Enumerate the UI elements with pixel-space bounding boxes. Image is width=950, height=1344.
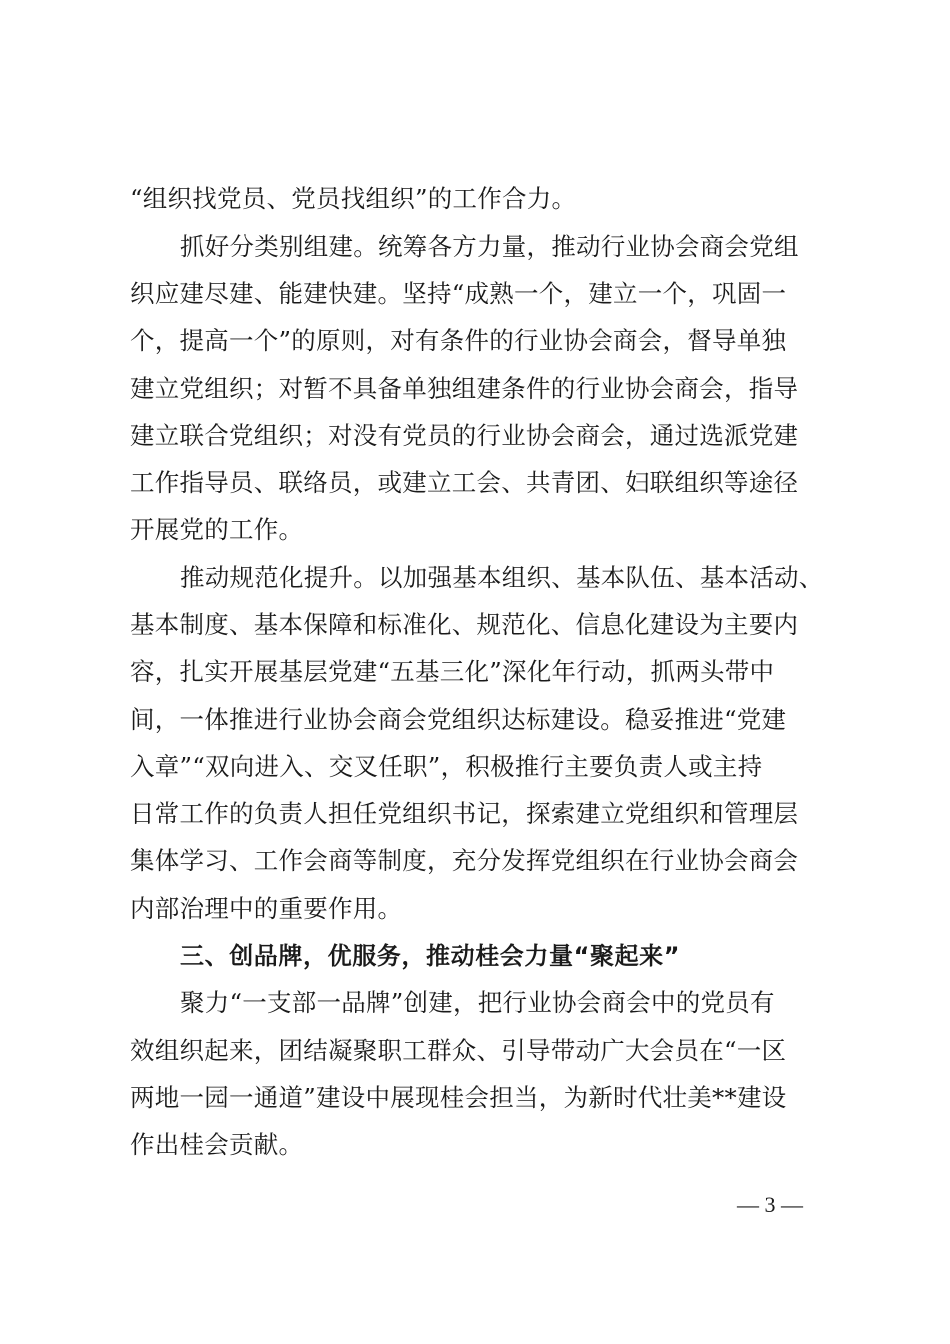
paragraph-line: 基本制度、基本保障和标准化、规范化、信息化建设为主要内 (130, 610, 799, 639)
paragraph-line: 内部治理中的重要作用。 (130, 894, 403, 923)
paragraph-line: 日常工作的负责人担任党组织书记，探索建立党组织和管理层 (130, 799, 799, 828)
paragraph-line: 入章”“双向进入、交叉任职”，积极推行主要负责人或主持 (130, 752, 763, 781)
paragraph-line: 开展党的工作。 (130, 515, 304, 544)
page-number: — 3 — (737, 1192, 803, 1217)
paragraph-line: 个，提高一个”的原则，对有条件的行业协会商会，督导单独 (130, 326, 787, 355)
paragraph-line: 两地一园一通道”建设中展现桂会担当，为新时代壮美**建设 (130, 1083, 787, 1112)
paragraph-line: 抓好分类别组建。统筹各方力量，推动行业协会商会党组 (180, 232, 799, 261)
paragraph-line: “组织找党员、党员找组织”的工作合力。 (130, 184, 577, 213)
paragraph-line: 工作指导员、联络员，或建立工会、共青团、妇联组织等途径 (130, 468, 799, 497)
paragraph-line: 推动规范化提升。以加强基本组织、基本队伍、基本活动、 (180, 563, 824, 592)
section-heading: 三、创品牌，优服务，推动桂会力量“聚起来” (180, 942, 681, 970)
paragraph-line: 容，扎实开展基层党建“五基三化”深化年行动，抓两头带中 (130, 657, 775, 686)
paragraph-line: 集体学习、工作会商等制度，充分发挥党组织在行业协会商会 (130, 846, 799, 875)
paragraph-line: 间，一体推进行业协会商会党组织达标建设。稳妥推进“党建 (130, 705, 787, 734)
paragraph-line: 聚力“一支部一品牌”创建，把行业协会商会中的党员有 (180, 988, 775, 1017)
paragraph-line: 织应建尽建、能建快建。坚持“成熟一个，建立一个，巩固一 (130, 279, 787, 308)
paragraph-line: 建立党组织；对暂不具备单独组建条件的行业协会商会，指导 (130, 374, 799, 403)
paragraph-line: 建立联合党组织；对没有党员的行业协会商会，通过选派党建 (130, 421, 799, 450)
paragraph-line: 效组织起来，团结凝聚职工群众、引导带动广大会员在“一区 (130, 1036, 787, 1065)
paragraph-line: 作出桂会贡献。 (130, 1130, 304, 1159)
